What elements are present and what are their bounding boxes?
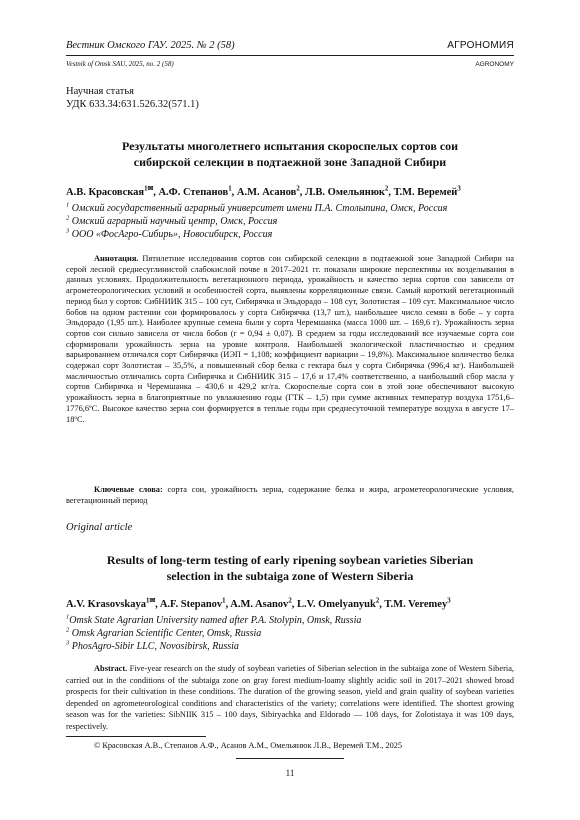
- author-en: T.M. Veremey$^3$: [384, 597, 451, 610]
- authors-ru: [66, 187, 514, 198]
- affiliation-en: $^2$ Omsk Agrarian Scientific Center, Omsk, Russia: [66, 626, 262, 639]
- authors-en: [66, 599, 514, 610]
- running-header: [66, 40, 514, 68]
- keywords-text-ru: сорта сои, урожайность зерна, содержание белка и жира, агрометеорологические условия, вегетационный период: [66, 485, 514, 505]
- affiliation-ru: $^2$ Омский аграрный научный центр, Омск, Россия: [66, 214, 278, 227]
- journal-title-en: Vestnik of Omsk SAU, 2025, no. 2 (58): [66, 60, 174, 68]
- article-type-en: Original article: [66, 522, 133, 533]
- author-ru: Л.В. Омельянюк$^2$,: [304, 185, 394, 198]
- abstract-label-ru: Аннотация.: [94, 254, 139, 263]
- author-en: A.F. Stepanov$^1$,: [159, 597, 231, 610]
- header-rule: [66, 55, 514, 56]
- copyright-footnote: © Красовская А.В., Степанов А.Ф., Асанов А.М., Омельянюк Л.В., Веремей Т.М., 2025: [94, 741, 403, 750]
- section-name-ru: АГРОНОМИЯ: [447, 40, 514, 51]
- keywords-ru: [66, 485, 514, 506]
- article-type-ru: Научная статья: [66, 86, 134, 97]
- author-en: A.M. Asanov$^2$,: [230, 597, 297, 610]
- abstract-label-en: Abstract.: [94, 664, 128, 673]
- affiliations-ru: [66, 202, 514, 241]
- abstract-en: [66, 663, 514, 732]
- title-ru-line-1: Результаты многолетнего испытания скороспелых сортов сои: [121, 139, 459, 153]
- article-title-en: [66, 552, 514, 584]
- title-en-line-2: selection in the subtaiga zone of Western Siberia: [166, 569, 414, 583]
- article-title-ru: [66, 138, 514, 170]
- journal-title-ru: Вестник Омского ГАУ. 2025. № 2 (58): [66, 40, 235, 51]
- keywords-label-ru: Ключевые слова:: [94, 485, 163, 494]
- affiliations-en: [66, 614, 514, 653]
- author-ru: А.М. Асанов$^2$,: [236, 185, 305, 198]
- title-ru-line-2: сибирской селекции в подтаежной зоне Западной Сибири: [133, 155, 447, 169]
- author-ru: А.Ф. Степанов$^1$,: [158, 185, 237, 198]
- title-en-line-1: Results of long-term testing of early ripening soybean varieties Siberian: [106, 553, 474, 567]
- page-number: 11: [285, 768, 295, 778]
- author-en: L.V. Omelyanyuk$^2$,: [296, 597, 385, 610]
- author-en: A.V. Krasovskaya$^{1✉}$,: [66, 597, 160, 610]
- abstract-text-ru: Пятилетние исследования сортов сои сибирской селекции в подтаежной зоне Западной Сибири на серой лесной среднесуглинистой слабокислой почве в 2017–2021 гг. показали широкие перспективы их возделывания в данных условиях. Продолжительность вегетационного периода, урожайность и качество зерна сортов сои зависели от агрометеорологических условий и особенностей сорта, выявлены корреляционные связи. Самый короткий вегетационный период был у сортов: СибНИИК 315 – 100 сут, Сибирячка и Эльдорадо – 108 сут, Золотистая – 109 сут. Максимальное число бобов на одном растении сои формировалось у сорта Сибирячка (13,7 шт.), наибольшее число семян в бобе – у сорта Эльдорадо (1,95 шт.). Наиболее крупные семена были у сорта Черемшанка (масса 1000 шт. – 169,6 г). Урожайность зерна сортов сои сильно зависела от числа бобов (r = 0,94 ± 0,07). В среднем за годы исследований все изучаемые сорта сои сформировали урожайность зерна на уровне контроля. Наибольшей экологической пластичностью и средним варьированием отличался сорт Сибирячка (ИЭП = 1,108; коэффициент вариации – 19,8%). Максимальное количество белка содержал сорт Золотистая – 35,5%, а повышенный сбор белка с гектара был у сорта Сибирячка (996,4 кг). Наибольшей масличностью отличались сорта Сибирячка и СибНИИК 315 – 17,6 и 17,4% соответственно, а наибольший сбор масла у сортов Сибирячка и Черемшанка – 430,6 и 429,2 кг/га. Скороспелые сорта сои в этой зоне обеспечивают высокую урожайность зерна в благоприятные по увлажнению годы (ГТК – 1,5) при сумме активных температур воздуха 1751,6–1776,6ºС. Высокое качество зерна сои формируется в теплые годы при среднесуточной температуре воздуха в августе 17–18ºС.: [66, 254, 514, 424]
- affiliation-ru: $^1$ Омский государственный аграрный университет имени П.А. Столыпина, Омск, Россия: [66, 201, 448, 214]
- abstract-ru: [66, 254, 514, 425]
- affiliation-ru: $^3$ ООО «ФосАгро-Сибирь», Новосибирск, Россия: [66, 227, 273, 240]
- footnote-rule: [66, 736, 206, 737]
- abstract-text-en: Five-year research on the study of soybean varieties of Siberian selection in the subtaiga zone of Western Siberia, carried out in the conditions of the subtaiga zone on gray forest medium-loamy slightly acidic soil in 2017–2021 showed broad prospects for their cultivation in these conditions. The duration of the growing season, yield and grain quality of soybean varieties depended on agrometeorological conditions and characteristics of the variety; correlations were identified. The shortest growing season was for the varieties: SibNIIK 315 – 100 days, Sibiryachka and Eldorado — 108 days, for Zolotistaya it was 109 days, respectively.: [66, 664, 514, 731]
- author-ru: Т.М. Веремей$^3$: [393, 185, 461, 198]
- bottom-rule: [236, 758, 344, 759]
- affiliation-en: $^3$ PhosAgro-Sibir LLC, Novosibirsk, Russia: [66, 639, 239, 652]
- author-ru: А.В. Красовская$^{1✉}$,: [66, 185, 159, 198]
- affiliation-en: $^1$Omsk State Agrarian University named after P.A. Stolypin, Omsk, Russia: [66, 613, 362, 626]
- section-name-en: AGRONOMY: [475, 61, 514, 68]
- udc-code: УДК 633.34:631.526.32(571.1): [66, 99, 199, 110]
